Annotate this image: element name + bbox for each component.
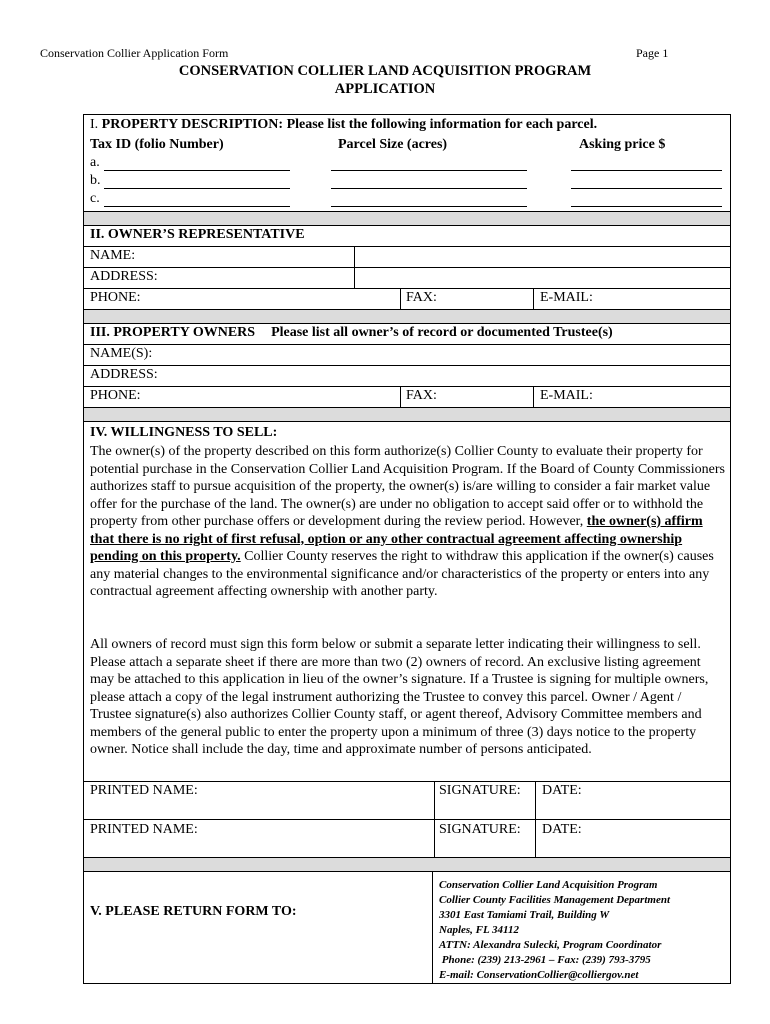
- owners-rep-header-row: [84, 226, 730, 247]
- parcel-size-field-b[interactable]: [331, 188, 527, 189]
- row-c-label: c.: [90, 191, 100, 206]
- rep-email-label: E-MAIL:: [540, 290, 593, 305]
- section2-heading: II. OWNER’S REPRESENTATIVE: [90, 227, 305, 242]
- signature-label-1: SIGNATURE:: [439, 783, 521, 798]
- owner-phone-label: PHONE:: [90, 388, 141, 403]
- date-label-1: DATE:: [542, 783, 582, 798]
- row-b-label: b.: [90, 173, 101, 188]
- date-label-2: DATE:: [542, 822, 582, 837]
- parcel-size-field-c[interactable]: [331, 206, 527, 207]
- divider-band: [84, 310, 730, 324]
- parcel-size-field-a[interactable]: [331, 170, 527, 171]
- rep-phone-label: PHONE:: [90, 290, 141, 305]
- owner-phone-row: [84, 387, 730, 408]
- property-owners-header-row: [84, 324, 730, 345]
- asking-price-header: Asking price $: [579, 137, 666, 152]
- divider-band: [84, 408, 730, 422]
- application-form: [83, 114, 731, 984]
- signature-row-1: [84, 782, 730, 820]
- owner-fax-label: FAX:: [406, 388, 437, 403]
- tax-id-field-b[interactable]: [104, 188, 290, 189]
- owner-names-label: NAME(S):: [90, 346, 153, 361]
- owner-names-field[interactable]: [174, 345, 729, 365]
- willingness-paragraph-2: All owners of record must sign this form below or submit a separate letter indicating their willingness to sell. Please attach a separate sheet if there are more than two (2) owners of record. An exclusive listing agreement may be attached to this application in lieu of the owner’s signature. If a Trustee is signing for multiple owners, please attach a copy of the legal instrument authorizing the Trustee to convey this parcel. Owner / Agent / Trustee signature(s) also authorizes Collier County staff, or agent thereof, Advisory Committee members and members of the general public to enter the property upon a minimum of three (3) days notice to the property owner. Notice shall include the day, time and approximate number of persons anticipated.: [90, 637, 709, 757]
- row-a-label: a.: [90, 155, 100, 170]
- owner-address-field[interactable]: [174, 366, 729, 386]
- owner-names-row: [84, 345, 730, 366]
- asking-price-field-b[interactable]: [571, 188, 722, 189]
- willingness-paragraph-1: The owner(s) of the property described on this form authorize(s) Collier County to evaluate their property for potential purchase in the Conservation Collier Land Acquisition Program. If the Board of County Commissioners authorizes staff to pursue acquisition of the property, the owner(s) is/are willing to consider a fair market value offer for the purchase of the land. The owner(s) are under no obligation to accept said offer or to withhold the property from other purchase offers or development during the review period. However, the owner(s) affirm that there is no right of first refusal, option or any other contractual agreement affecting ownership pending on this property. Collier County reserves the right to withdraw this application if the owner(s) causes any material changes to the environmental significance and/or characteristics of the property or enters into any contractual agreement affecting ownership with another party.: [90, 444, 725, 599]
- return-address: Conservation Collier Land Acquisition Program Collier County Facilities Management Department 3301 East Tamiami Trail, Building W Naples, FL 34112 ATTN: Alexandra Sulecki, Program Coordinator Phone: (239) 213-2961 – Fax: (239) 793-3795 E-mail: ConservationCollier@colliergov.net: [439, 879, 671, 981]
- rep-name-label: NAME:: [90, 248, 136, 263]
- rep-address-label: ADDRESS:: [90, 269, 158, 284]
- no-right-of-refusal-statement: the owner(s) affirm that there is no right of first refusal, option or any other contractual agreement affecting ownership pending on this property.: [90, 514, 703, 564]
- printed-name-label-1: PRINTED NAME:: [90, 783, 198, 798]
- owner-address-label: ADDRESS:: [90, 367, 158, 382]
- owner-email-label: E-MAIL:: [540, 388, 593, 403]
- asking-price-field-c[interactable]: [571, 206, 722, 207]
- tax-id-header: Tax ID (folio Number): [90, 137, 224, 152]
- page-number: Page 1: [636, 46, 669, 60]
- divider-band: [84, 858, 730, 872]
- form-subtitle: APPLICATION: [334, 81, 436, 97]
- property-description-section: [84, 115, 730, 212]
- section3-heading: III. PROPERTY OWNERS Please list all owner’s of record or documented Trustee(s): [90, 325, 613, 340]
- divider-band: [84, 212, 730, 226]
- rep-fax-label: FAX:: [406, 290, 437, 305]
- section5-heading: V. PLEASE RETURN FORM TO:: [90, 904, 297, 919]
- rep-address-row: [84, 268, 730, 289]
- asking-price-field-a[interactable]: [571, 170, 722, 171]
- form-name: Conservation Collier Application Form: [40, 46, 229, 60]
- tax-id-field-a[interactable]: [104, 170, 290, 171]
- section3-subheading: Please list all owner’s of record or documented Trustee(s): [271, 325, 613, 340]
- return-email: E-mail: ConservationCollier@colliergov.net: [439, 969, 639, 981]
- willingness-to-sell-section: [84, 422, 730, 781]
- signature-label-2: SIGNATURE:: [439, 822, 521, 837]
- rep-address-field[interactable]: [355, 268, 730, 288]
- parcel-size-header: Parcel Size (acres): [338, 137, 448, 152]
- signature-row-2: [84, 820, 730, 858]
- section1-numeral: I.: [90, 117, 99, 132]
- section4-heading: IV. WILLINGNESS TO SELL:: [90, 425, 278, 440]
- tax-id-field-c[interactable]: [104, 206, 290, 207]
- return-form-section: [84, 872, 730, 983]
- form-title: CONSERVATION COLLIER LAND ACQUISITION PROGRAM: [178, 63, 592, 79]
- rep-phone-row: [84, 289, 730, 310]
- rep-name-row: [84, 247, 730, 268]
- section1-heading: PROPERTY DESCRIPTION: Please list the following information for each parcel.: [98, 117, 598, 132]
- printed-name-label-2: PRINTED NAME:: [90, 822, 198, 837]
- rep-name-field[interactable]: [355, 247, 730, 267]
- owner-address-row: [84, 366, 730, 387]
